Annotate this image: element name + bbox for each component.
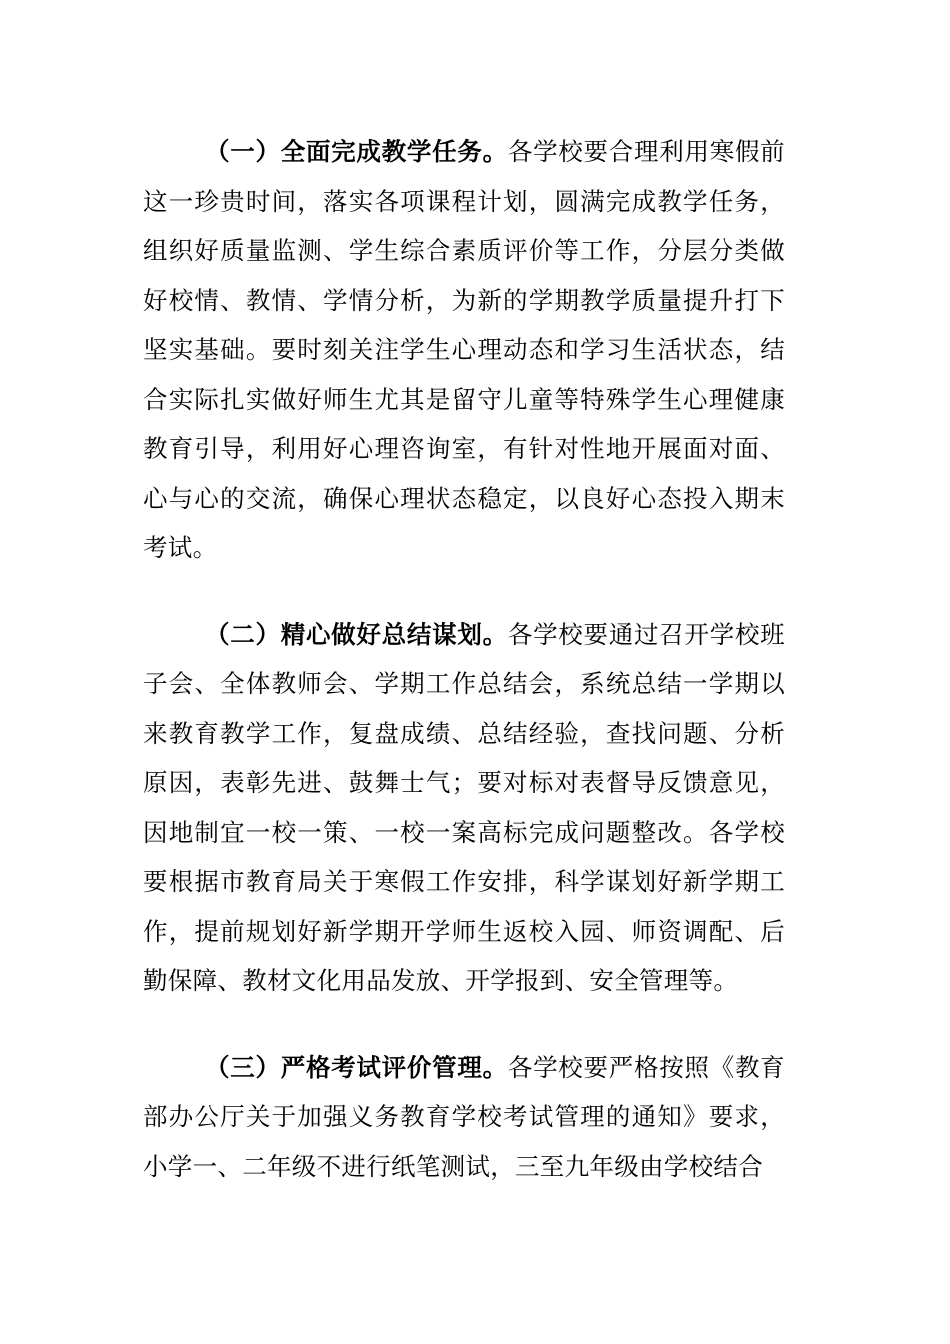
section-heading-3: （三）严格考试评价管理。 <box>205 1052 508 1082</box>
paragraph-1 <box>143 127 785 573</box>
paragraph-2 <box>143 610 785 1006</box>
section-body-2: 各学校要通过召开学校班子会、全体教师会、学期工作总结会，系统总结一学期以来教育教学工作，复盘成绩、总结经验，查找问题、分析原因，表彰先进、鼓舞士气；要对标对表督导反馈意见，因地制宜一校一策、一校一案高标完成问题整改。各学校要根据市教育局关于寒假工作安排，科学谋划好新学期工作，提前规划好新学期开学师生返校入园、师资调配、后勤保障、教材文化用品发放、开学报到、安全管理等。 <box>143 619 785 995</box>
section-heading-1: （一）全面完成教学任务。 <box>205 137 508 166</box>
section-body-3: 各学校要严格按照《教育部办公厅关于加强义务教育学校考试管理的通知》要求，小学一、二年级不进行纸笔测试，三至九年级由学校结合 <box>143 1052 785 1181</box>
paragraph-3 <box>143 1043 785 1192</box>
document-page <box>143 127 785 1191</box>
section-heading-2: （二）精心做好总结谋划。 <box>205 619 508 649</box>
section-body-1: 各学校要合理利用寒假前这一珍贵时间，落实各项课程计划，圆满完成教学任务，组织好质量监测、学生综合素质评价等工作，分层分类做好校情、教情、学情分析，为新的学期教学质量提升打下坚实基础。要时刻关注学生心理动态和学习生活状态，结合实际扎实做好师生尤其是留守儿童等特殊学生心理健康教育引导，利用好心理咨询室，有针对性地开展面对面、心与心的交流，确保心理状态稳定，以良好心态投入期末考试。 <box>143 137 785 562</box>
